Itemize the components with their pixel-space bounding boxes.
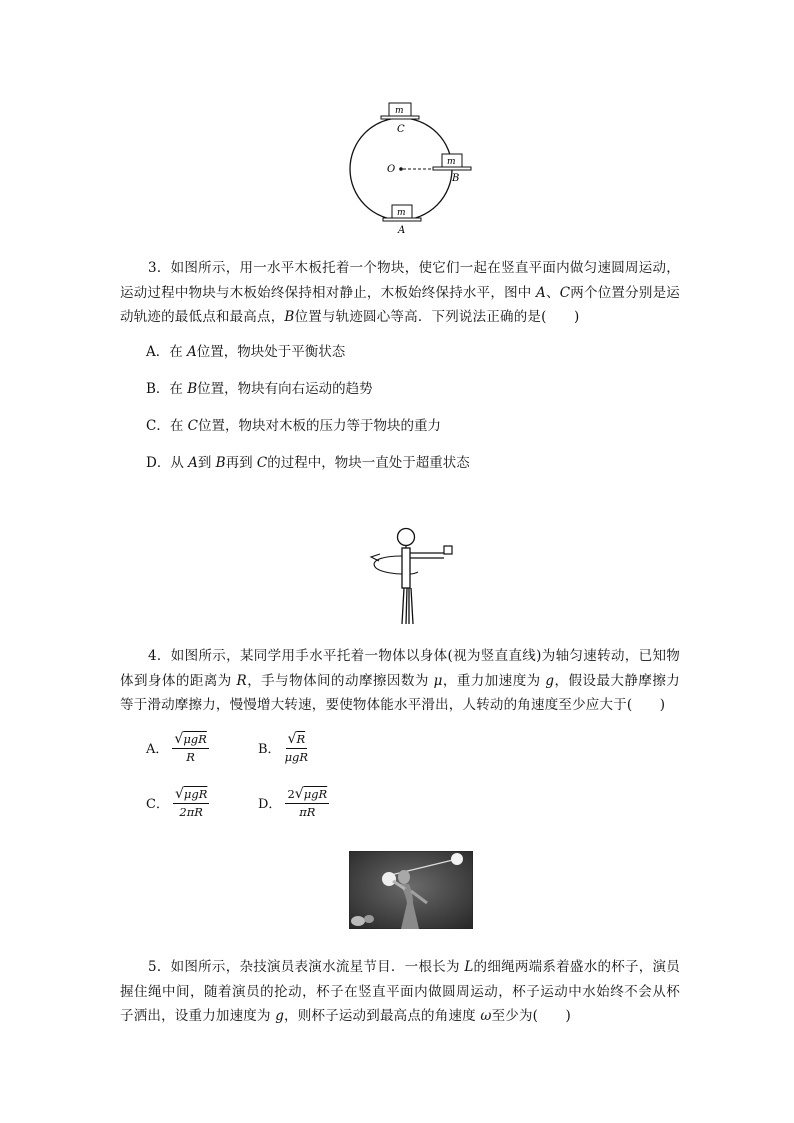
option-text-rest: 的过程中，物块一直处于超重状态 [267,455,470,471]
point-b-label: B [452,173,460,184]
option-text: 位置，物块对木板的压力等于物块的重力 [197,418,441,434]
q3-sep-1: 、 [545,284,560,301]
q5-text-1: ．如图所示，杂技演员表演水流星节目．一根长为 [156,959,465,975]
radical-sign: √ [174,731,184,747]
option-fraction [172,731,208,764]
rotation-arrow-icon [371,554,380,561]
option-text-then: 再到 [225,455,257,471]
option-var-c: C [256,455,268,471]
block-b-mass-label: m [447,157,456,167]
q4-text-3: ，重力加速度为 [442,672,546,689]
fraction-numerator [286,731,308,749]
fraction-numerator [172,731,208,749]
coefficient: 2 [287,787,295,801]
q3-option-a [146,342,345,362]
q5-var-omega: ω [480,1008,492,1024]
radicand: μgR [303,787,328,801]
q4-option-b [258,731,308,764]
question-4-stem [120,644,680,718]
rotation-arc-tail [410,572,418,574]
center-point [399,167,403,171]
question-3-number: 3 [148,260,157,276]
radical-sign: √ [174,786,184,802]
option-var: B [187,381,198,397]
board-a [383,218,421,221]
figure-q4-diagram [368,526,458,628]
head [398,529,415,546]
figure-q4-person-rotating [368,526,458,628]
option-label: D． [258,797,282,812]
fraction-numerator [285,786,329,804]
q4-option-c [146,786,209,819]
fraction-denominator: 2πR [179,805,203,819]
q5-var-g: g [275,1008,285,1024]
option-fraction [173,786,209,819]
radical-sign: √ [287,731,297,747]
option-label: A． [146,742,169,757]
option-label: C．在 [146,418,188,434]
figure-q3-diagram [340,98,480,238]
q3-option-c [146,416,441,436]
q4-text-1: ．如图所示，某同学用手水平托着一物体以身体(视为竖直直线)为轴匀速转动，已知物体到身体的距离为 [120,648,680,689]
question-5-stem [120,955,680,1029]
option-fraction [285,731,309,764]
option-label: B． [258,742,281,757]
option-var-b: B [215,455,226,471]
board-b [433,167,471,170]
left-leg-outer [402,588,404,624]
acrobat-photo-image [349,851,473,929]
point-o-label: O [387,164,396,175]
option-var: A [187,344,197,360]
q5-text-3: ，则杯子运动到最高点的角速度 [284,1008,481,1024]
q3-var-b: B [284,309,295,325]
radicand: μgR [183,787,208,801]
option-text: 位置，物块有向右运动的趋势 [197,381,373,397]
fraction-denominator: πR [299,805,316,819]
q4-option-d [258,786,329,819]
q3-option-d [146,453,470,473]
question-5-number: 5 [148,959,157,975]
q3-text-2: 两个位置分别是运动轨迹的最低点和最高点， [120,284,680,325]
left-leg-inner [406,588,407,624]
q5-var-l: L [464,959,474,975]
option-label: D．从 [146,455,189,471]
q4-option-a [146,731,209,764]
figure-q5-acrobat-photo [349,851,473,929]
option-var-a: A [188,455,198,471]
q5-text-2: 的细绳两端系着盛水的杯子，演员握住绳中间，随着演员的抡动，杯子在竖直平面内做圆周运动，杯子运动中水始终不会从杯子洒出，设重力加速度为 [120,959,680,1024]
q3-var-c: C [559,284,571,301]
q3-text-1: ．如图所示，用一水平木板托着一个物块，使它们一起在竖直平面内做匀速圆周运动，运动过程中物块与木板始终保持相对静止，木板始终保持水平，图中 [120,260,680,301]
option-label: A．在 [146,344,188,360]
fraction-denominator: μgR [284,750,309,764]
figure-q3-circular-motion [340,98,480,238]
rotation-arc [374,556,402,574]
board-c [381,116,419,119]
q3-var-a: A [536,284,546,301]
fraction-numerator [173,786,209,804]
radical-sign: √ [294,786,304,802]
block-c-mass-label: m [395,106,404,116]
option-label: B．在 [146,381,188,397]
question-4-number: 4 [148,648,157,664]
q5-text-4: 至少为( ) [491,1008,571,1024]
q4-var-mu: μ [433,672,443,689]
q4-var-g: g [545,672,555,689]
fraction-denominator: R [186,750,195,764]
q3-option-b [146,379,373,399]
right-leg-outer [411,588,413,624]
question-3-stem [120,256,680,330]
q3-text-3: 位置与轨迹圆心等高．下列说法正确的是( ) [294,309,580,325]
option-text-to: 到 [197,455,216,471]
radicand: R [296,732,306,746]
radicand: μgR [183,732,207,746]
option-label: C． [146,797,169,812]
object-block [444,546,452,554]
point-a-label: A [398,225,406,236]
q4-var-r: R [236,672,247,689]
point-c-label: C [397,124,405,135]
option-text: 位置，物块处于平衡状态 [196,344,346,360]
block-a-mass-label: m [397,208,406,218]
option-var: C [187,418,198,434]
q4-text-2: ，手与物体间的动摩擦因数为 [246,672,434,689]
q4-text-4: ，假设最大静摩擦力等于滑动摩擦力，慢慢增大转速，要使物体能水平滑出，人转动的角速度至少应大于( ) [120,672,681,713]
option-fraction [285,786,329,819]
torso [402,548,410,588]
